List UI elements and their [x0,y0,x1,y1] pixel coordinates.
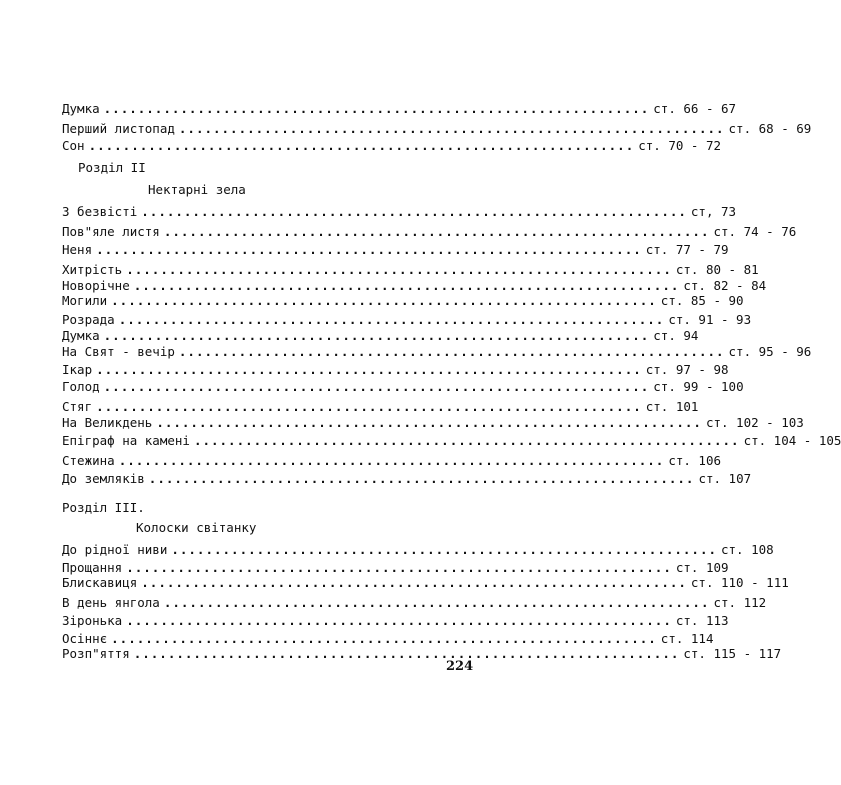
entry-title: На Великдень [62,415,153,430]
entry-title: Сон [62,138,85,153]
section-heading: Розділ III. [62,500,145,515]
toc-entry [62,471,752,489]
entry-page: ст, 73 [690,204,737,219]
dot-leader: ................................................................ [141,575,687,590]
toc-entry [62,344,812,362]
entry-page: ст. 66 - 67 [653,101,737,116]
toc-entry [62,542,774,560]
dot-leader: ................................................................ [163,224,710,239]
toc-entry [62,224,797,242]
toc-entry [62,646,782,664]
dot-leader: ................................................................ [103,328,650,343]
dot-leader: ................................................................ [178,121,725,136]
toc-entry [62,101,737,119]
entry-page: ст. 97 - 98 [645,362,729,377]
entry-title: Неня [62,242,93,257]
entry-page: ст. 101 [645,399,699,414]
dot-leader: ................................................................ [88,138,635,153]
entry-title: Могили [62,293,108,308]
toc-entry [62,121,812,139]
dot-leader: ................................................................ [118,453,665,468]
entry-title: На Свят - вечір [62,344,175,359]
entry-title: Хитрість [62,262,123,277]
dot-leader: ................................................................ [103,379,650,394]
entry-title: Зіронька [62,613,123,628]
toc-entry [62,138,722,156]
entry-title: Стежина [62,453,115,468]
entry-title: Голод [62,379,100,394]
dot-leader: ................................................................ [193,433,740,448]
entry-page: ст. 102 - 103 [705,415,804,430]
dot-leader: ................................................................ [96,362,642,377]
dot-leader: ................................................................ [103,101,650,116]
dot-leader: ................................................................ [141,204,687,219]
entry-page: ст. 70 - 72 [638,138,722,153]
entry-page: ст. 110 - 111 [690,575,789,590]
entry-title: Думка [62,101,100,116]
dot-leader: ................................................................ [126,262,672,277]
entry-page: ст. 77 - 79 [645,242,729,257]
entry-page: ст. 95 - 96 [728,344,812,359]
entry-title: Осіннє [62,631,108,646]
entry-title: Перший листопад [62,121,175,136]
entry-page: ст. 94 [653,328,699,343]
entry-page: ст. 106 [668,453,722,468]
entry-page: ст. 80 - 81 [675,262,759,277]
entry-page: ст. 107 [698,471,752,486]
dot-leader: ................................................................ [96,399,642,414]
entry-title: Прощання [62,560,123,575]
entry-title: Блискавиця [62,575,138,590]
entry-title: Стяг [62,399,93,414]
toc-entry [62,595,767,613]
dot-leader: ................................................................ [126,613,672,628]
entry-title: Розрада [62,312,115,327]
toc-entry [62,362,729,380]
entry-page: ст. 99 - 100 [653,379,744,394]
entry-page: ст. 85 - 90 [660,293,744,308]
toc-entry [62,415,804,433]
dot-leader: ................................................................ [118,312,665,327]
entry-title: Новорічне [62,278,130,293]
dot-leader: ................................................................ [126,560,672,575]
entry-page: ст. 68 - 69 [728,121,812,136]
entry-page: ст. 82 - 84 [683,278,767,293]
entry-page: ст. 109 [675,560,729,575]
entry-title: В день янгола [62,595,160,610]
dot-leader: ................................................................ [171,542,717,557]
toc-entry [62,613,729,631]
entry-page: ст. 91 - 93 [668,312,752,327]
entry-page: ст. 108 [721,542,774,557]
toc-entry [62,575,789,593]
dot-leader: ................................................................ [96,242,642,257]
dot-leader: ................................................................ [163,595,710,610]
toc-entry [62,293,744,311]
entry-page: ст. 114 [660,631,714,646]
entry-page: ст. 112 [713,595,767,610]
toc-entry [62,379,744,397]
entry-title: Розп"яття [62,646,130,661]
dot-leader: ................................................................ [133,278,680,293]
dot-leader: ................................................................ [133,646,680,661]
dot-leader: ................................................................ [111,631,657,646]
dot-leader: ................................................................ [148,471,695,486]
dot-leader: ................................................................ [156,415,702,430]
entry-title: Епіграф на камені [62,433,190,448]
entry-title: До земляків [62,471,145,486]
toc-entry [62,453,722,471]
entry-page: ст. 104 - 105 [743,433,841,448]
section-heading: Розділ II [78,160,146,175]
dot-leader: ................................................................ [111,293,657,308]
entry-page: ст. 113 [675,613,729,628]
toc-entry [62,204,737,222]
entry-page: ст. 74 - 76 [713,224,797,239]
page-number: 224 [446,659,474,674]
entry-title: Думка [62,328,100,343]
entry-title: З безвісті [62,204,138,219]
entry-title: До рідної ниви [62,542,168,557]
section-subtitle: Нектарні зела [148,182,246,197]
entry-title: Ікар [62,362,93,377]
toc-entry [62,433,841,451]
section-subtitle: Колоски світанку [136,520,257,535]
entry-title: Пов"яле листя [62,224,160,239]
entry-page: ст. 115 - 117 [683,646,782,661]
dot-leader: ................................................................ [178,344,725,359]
toc-entry [62,242,729,260]
